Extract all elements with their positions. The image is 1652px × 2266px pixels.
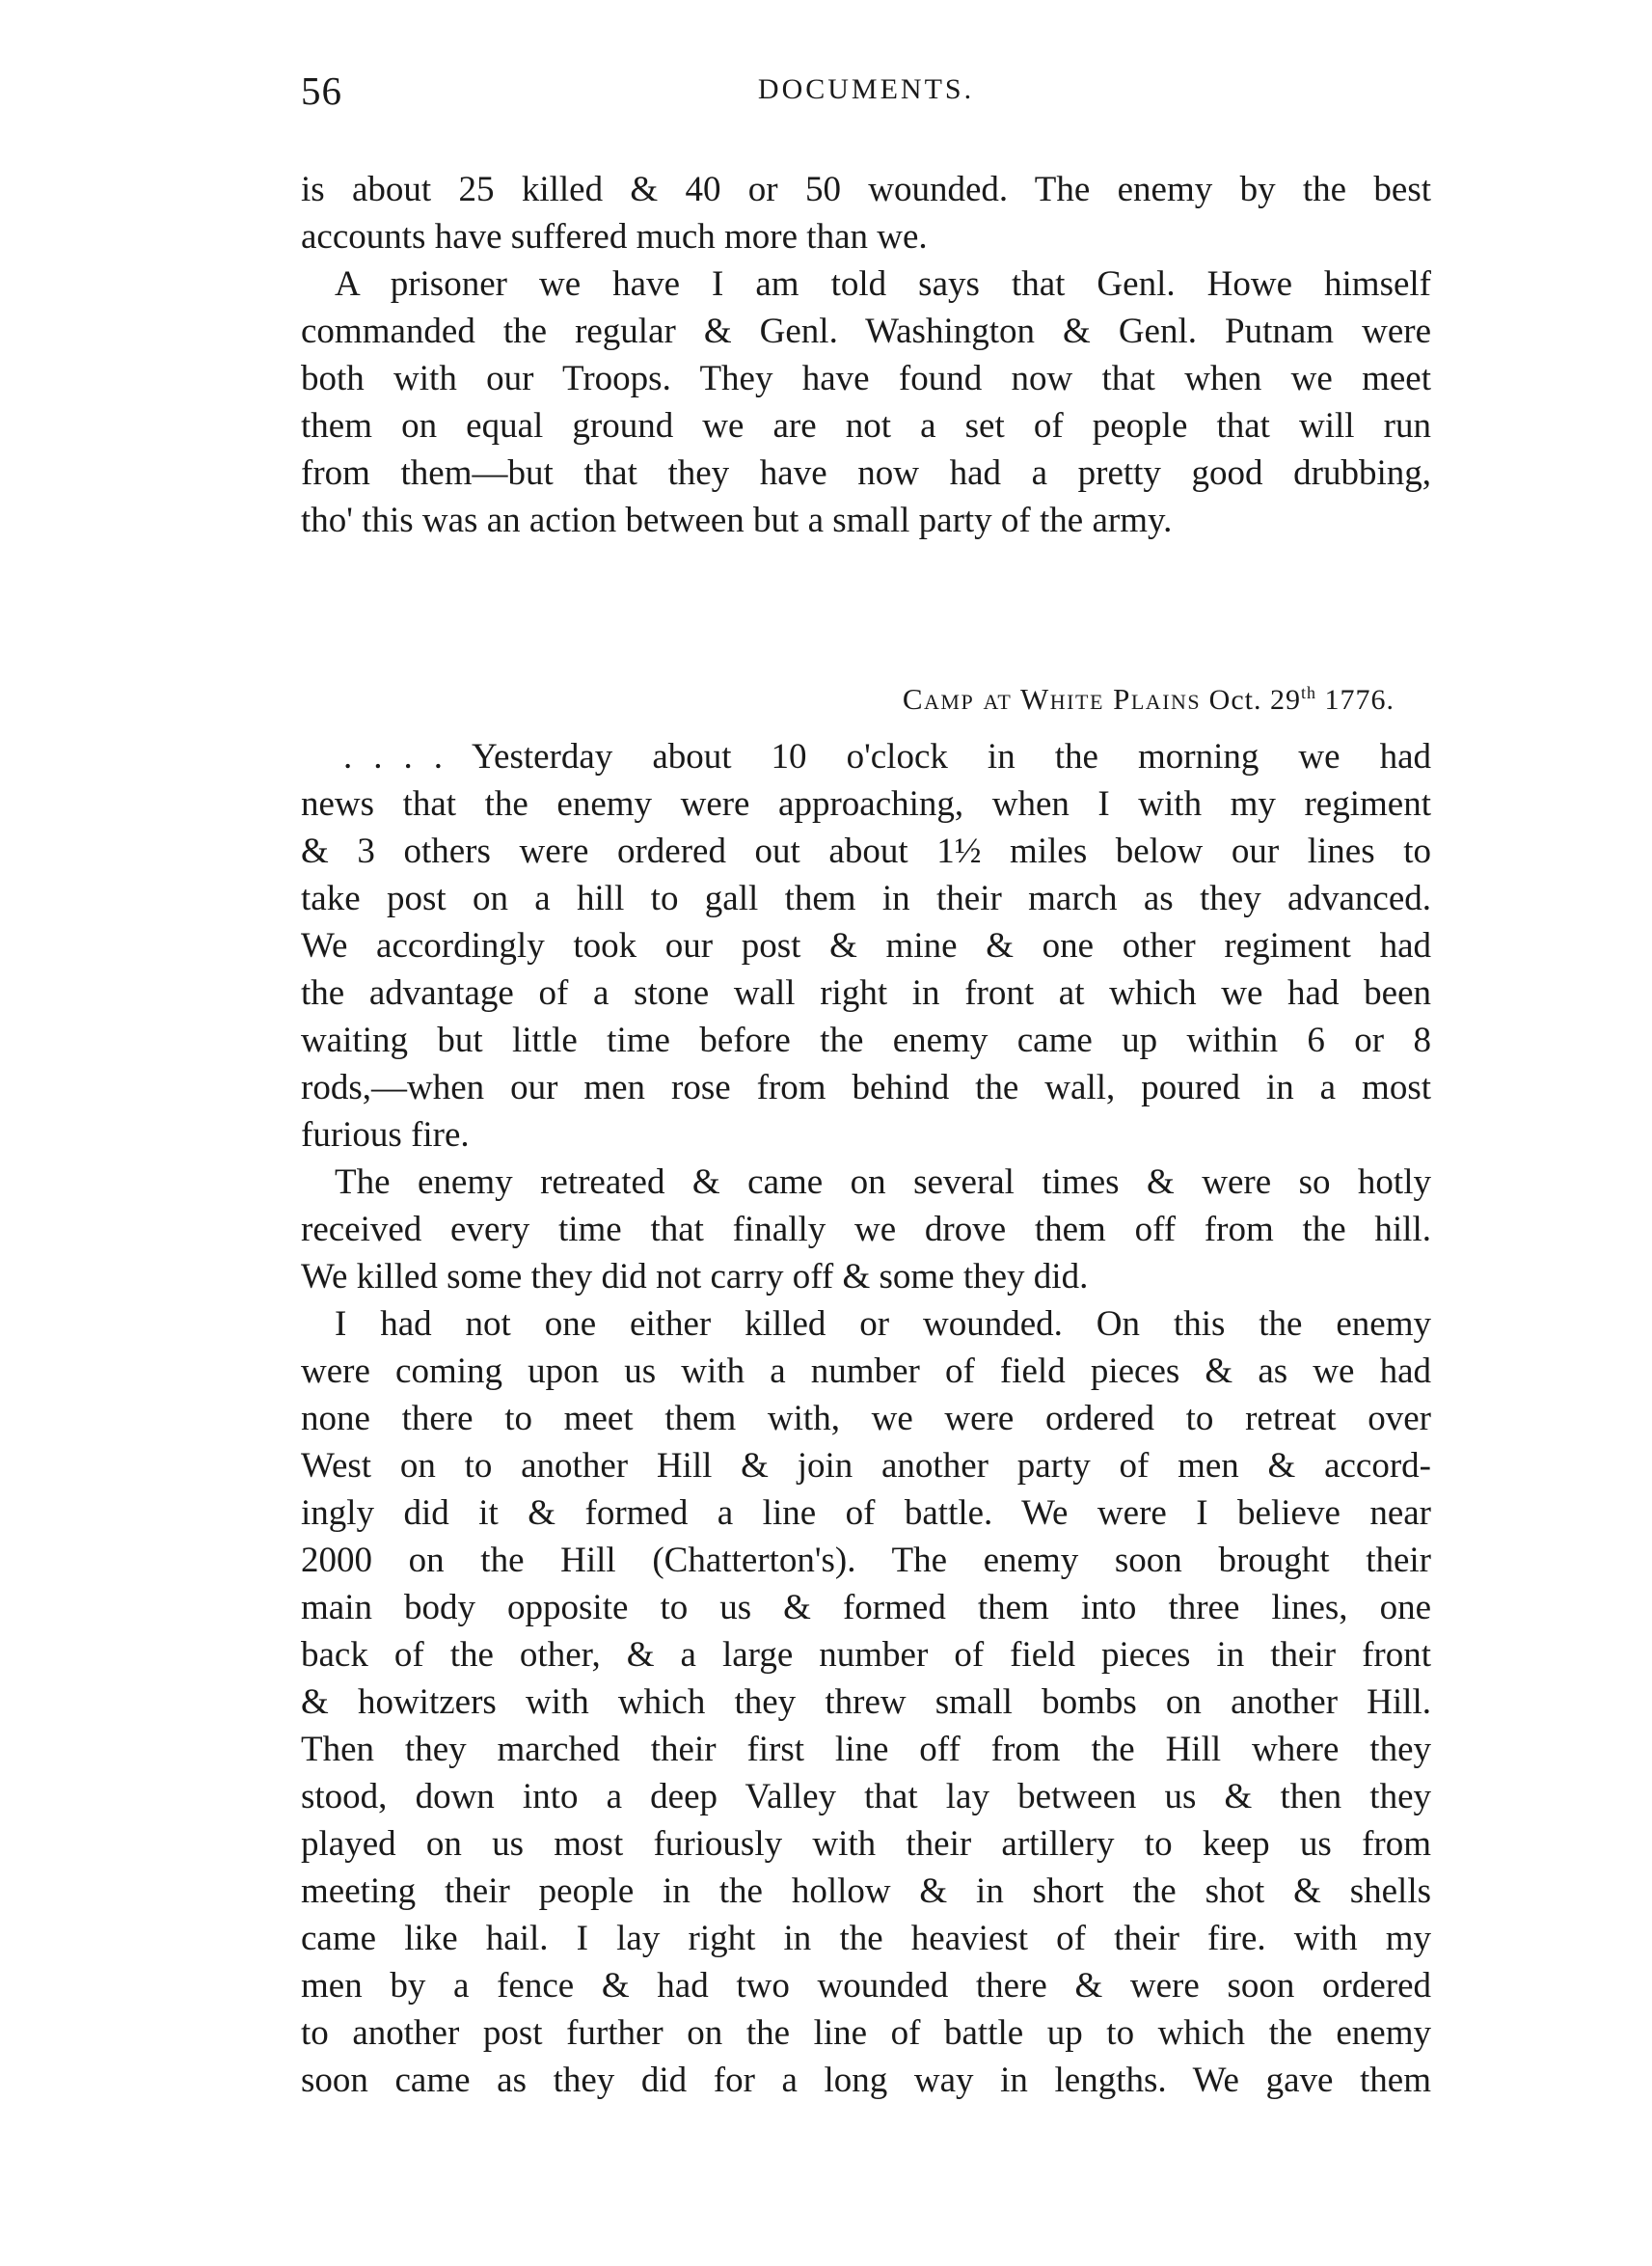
- text-line: West on to another Hill & join another party of men & accord-: [301, 1446, 1431, 1486]
- text-line: came like hail. I lay right in the heaviest of their fire. with my: [301, 1919, 1431, 1958]
- text-line: were coming upon us with a number of field pieces & as we had: [301, 1351, 1431, 1391]
- text-line: news that the enemy were approaching, when I with my regiment: [301, 784, 1431, 824]
- text-line: Then they marched their first line off from the Hill where they: [301, 1730, 1431, 1769]
- text-line: rods,—when our men rose from behind the wall, poured in a most: [301, 1068, 1431, 1107]
- text-line: take post on a hill to gall them in their march as they advanced.: [301, 879, 1431, 918]
- text-line: none there to meet them with, we were ordered to retreat over: [301, 1399, 1431, 1438]
- dateline: [903, 682, 1395, 717]
- paragraph: [301, 1159, 1431, 1300]
- document-page: [301, 68, 1431, 2100]
- running-head: [301, 68, 1431, 125]
- text-line: accounts have suffered much more than we.: [301, 217, 928, 257]
- text-line: The enemy retreated & came on several times & were so hotly: [335, 1162, 1431, 1202]
- text-line: is about 25 killed & 40 or 50 wounded. The enemy by the best: [301, 170, 1431, 209]
- text-line: ingly did it & formed a line of battle. We were I believe near: [301, 1493, 1431, 1533]
- text-line: back of the other, & a large number of field pieces in their front: [301, 1635, 1431, 1675]
- text-line: I had not one either killed or wounded. On this the enemy: [335, 1304, 1431, 1344]
- text-line: & 3 others were ordered out about 1½ miles below our lines to: [301, 832, 1431, 871]
- text-line: main body opposite to us & formed them into three lines, one: [301, 1588, 1431, 1627]
- paragraph: [301, 166, 1431, 260]
- text-line: & howitzers with which they threw small bombs on another Hill.: [301, 1682, 1431, 1722]
- dateline-date: Oct. 29: [1208, 684, 1301, 716]
- paragraph: [301, 733, 1431, 1159]
- text-line: received every time that finally we drove them off from the hill.: [301, 1210, 1431, 1249]
- running-title: DOCUMENTS.: [757, 73, 975, 105]
- letter-fragment-1: [301, 166, 1431, 544]
- text-line: A prisoner we have I am told says that Genl. Howe himself: [335, 264, 1431, 304]
- text-line: 2000 on the Hill (Chatterton's). The enemy soon brought their: [301, 1541, 1431, 1580]
- text-line: [301, 733, 1431, 780]
- text-line: waiting but little time before the enemy came up within 6 or 8: [301, 1021, 1431, 1060]
- ellipsis: ....: [343, 737, 464, 777]
- text-line: tho' this was an action between but a small party of the army.: [301, 501, 1173, 540]
- text-line: meeting their people in the hollow & in short the shot & shells: [301, 1871, 1431, 1911]
- text-line: soon came as they did for a long way in lengths. We gave them: [301, 2061, 1431, 2100]
- text-line: men by a fence & had two wounded there & were soon ordered: [301, 1966, 1431, 2006]
- text-line: to another post further on the line of battle up to which the enemy: [301, 2013, 1431, 2053]
- letter-fragment-2: [301, 733, 1431, 2104]
- paragraph: [301, 260, 1431, 544]
- dateline-superscript: th: [1300, 683, 1316, 702]
- text-line: from them—but that they have now had a pretty good drubbing,: [301, 453, 1431, 493]
- dateline-place: Camp at White Plains: [902, 682, 1202, 716]
- text-line: both with our Troops. They have found now that when we meet: [301, 359, 1431, 398]
- text-line: the advantage of a stone wall right in front at which we had been: [301, 973, 1431, 1013]
- text-line: We accordingly took our post & mine & one other regiment had: [301, 926, 1431, 966]
- text-line: them on equal ground we are not a set of people that will run: [301, 406, 1431, 446]
- text-line: furious fire.: [301, 1115, 470, 1155]
- text-line: commanded the regular & Genl. Washington & Genl. Putnam were: [301, 312, 1431, 351]
- page-number: 56: [301, 68, 342, 113]
- dateline-year: 1776.: [1324, 684, 1395, 716]
- text-line: played on us most furiously with their artillery to keep us from: [301, 1824, 1431, 1864]
- paragraph: [301, 1300, 1431, 2104]
- line-text: Yesterday about 10 o'clock in the morning we had: [472, 737, 1431, 777]
- text-line: We killed some they did not carry off & some they did.: [301, 1257, 1089, 1297]
- text-line: stood, down into a deep Valley that lay between us & then they: [301, 1777, 1431, 1816]
